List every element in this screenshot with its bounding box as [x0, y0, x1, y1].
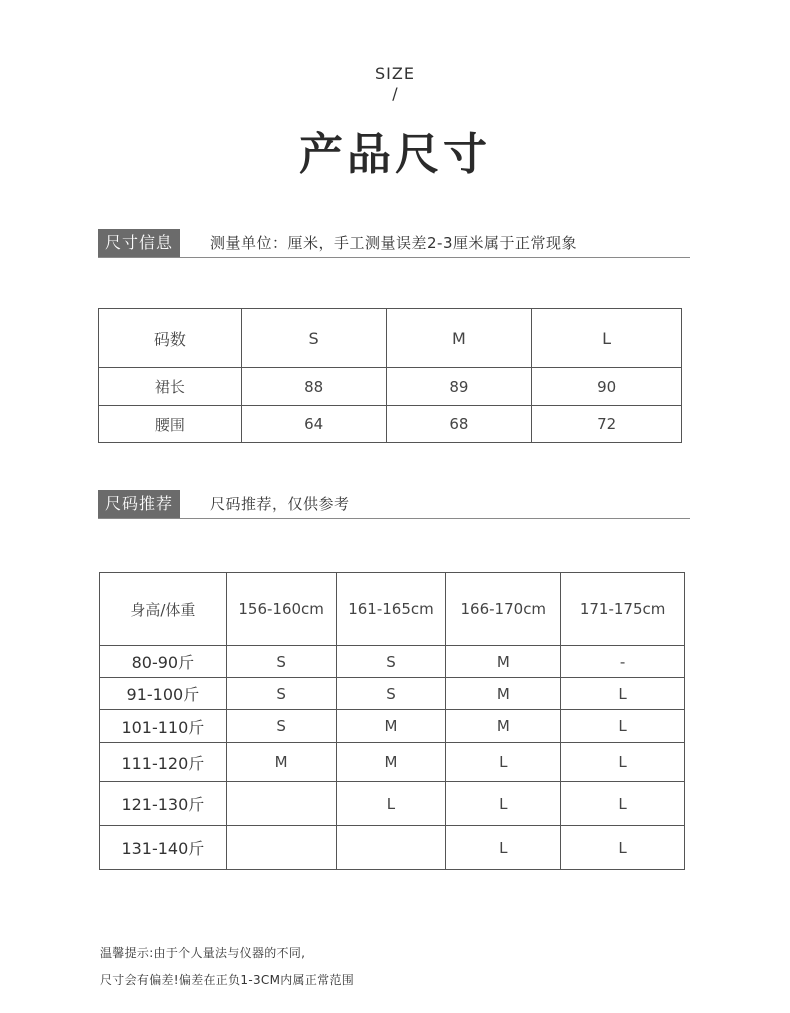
table-cell: S	[226, 646, 336, 678]
table-row-label: 101-110斤	[100, 710, 227, 743]
table-header-row	[99, 309, 682, 368]
table-row	[99, 406, 682, 443]
table-header-cell: 身高/体重	[100, 573, 227, 646]
table-row-label: 131-140斤	[100, 826, 227, 870]
table-header-cell: 166-170cm	[446, 573, 561, 646]
table-cell: L	[446, 743, 561, 782]
table-header-cell: 161-165cm	[336, 573, 446, 646]
tip-line-2: 尺寸会有偏差!偏差在正负1-3CM内属正常范围	[100, 973, 355, 987]
table-row	[100, 743, 685, 782]
table-cell: L	[561, 826, 685, 870]
table-row-label: 91-100斤	[100, 678, 227, 710]
table-row	[100, 826, 685, 870]
table-cell: 68	[386, 406, 532, 443]
table-cell: L	[446, 826, 561, 870]
table-header-cell: S	[241, 309, 386, 368]
table-header-cell: L	[532, 309, 682, 368]
table-cell: L	[561, 678, 685, 710]
table-cell: 89	[386, 368, 532, 406]
table-cell: 72	[532, 406, 682, 443]
size-recommend-tag: 尺码推荐	[98, 490, 180, 518]
table-cell: 90	[532, 368, 682, 406]
table-cell: S	[336, 678, 446, 710]
table-row-label: 111-120斤	[100, 743, 227, 782]
size-info-section-header	[98, 229, 690, 258]
table-row	[100, 710, 685, 743]
table-header-cell: M	[386, 309, 532, 368]
size-label: SIZE	[375, 64, 415, 83]
table-cell: L	[336, 782, 446, 826]
size-recommend-note: 尺码推荐，仅供参考	[210, 495, 350, 513]
table-cell: M	[226, 743, 336, 782]
table-header-cell: 156-160cm	[226, 573, 336, 646]
table-row	[100, 678, 685, 710]
table-header-cell: 码数	[99, 309, 242, 368]
table-cell: M	[446, 678, 561, 710]
table-cell	[226, 826, 336, 870]
table-header-row	[100, 573, 685, 646]
table-cell: M	[336, 710, 446, 743]
table-cell: M	[336, 743, 446, 782]
table-cell: S	[226, 678, 336, 710]
table-cell: 88	[241, 368, 386, 406]
table-cell: S	[336, 646, 446, 678]
table-cell: M	[446, 710, 561, 743]
table-cell: L	[561, 710, 685, 743]
table-cell	[226, 782, 336, 826]
size-recommend-table	[99, 572, 685, 870]
table-cell: -	[561, 646, 685, 678]
size-info-tag: 尺寸信息	[98, 229, 180, 257]
table-row-label: 121-130斤	[100, 782, 227, 826]
table-cell: 腰围	[99, 406, 242, 443]
table-row	[100, 782, 685, 826]
table-cell: 裙长	[99, 368, 242, 406]
table-row	[99, 368, 682, 406]
table-cell: L	[446, 782, 561, 826]
size-recommend-section-header	[98, 490, 690, 519]
table-header-cell: 171-175cm	[561, 573, 685, 646]
table-cell: L	[561, 743, 685, 782]
table-cell: L	[561, 782, 685, 826]
table-cell: 64	[241, 406, 386, 443]
table-cell	[336, 826, 446, 870]
table-row-label: 80-90斤	[100, 646, 227, 678]
page-title: 产品尺寸	[299, 129, 491, 180]
size-info-table	[98, 308, 682, 443]
slash-divider: /	[392, 84, 398, 103]
table-row	[100, 646, 685, 678]
table-cell: M	[446, 646, 561, 678]
table-cell: S	[226, 710, 336, 743]
tip-line-1: 温馨提示:由于个人量法与仪器的不同,	[100, 946, 306, 960]
size-info-note: 测量单位：厘米，手工测量误差2-3厘米属于正常现象	[210, 234, 578, 252]
